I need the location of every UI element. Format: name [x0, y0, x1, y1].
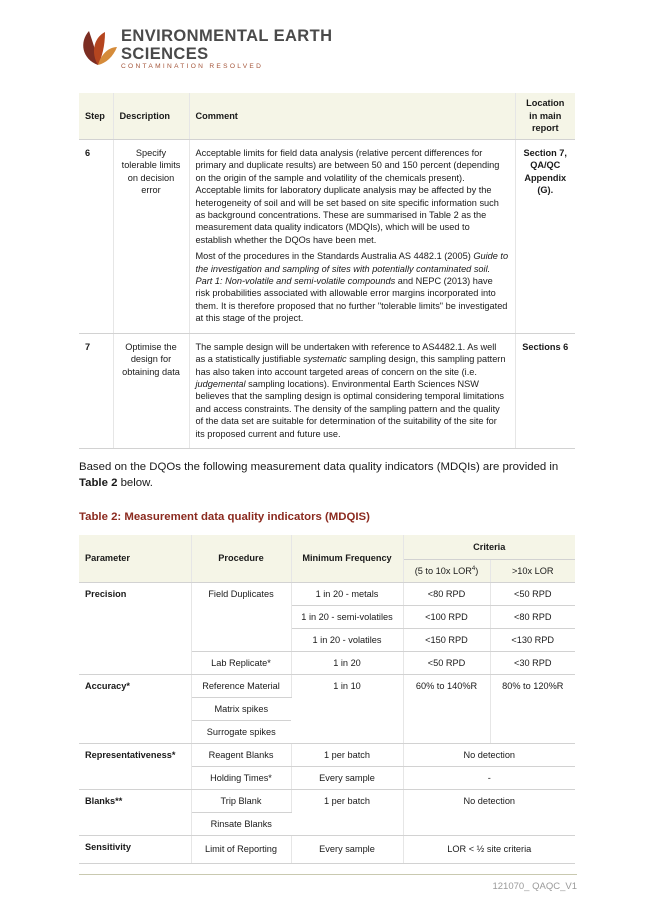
- criteria-low-cell: <50 RPD: [403, 652, 490, 675]
- param-sensitivity: Sensitivity: [79, 836, 191, 864]
- criteria-cell: LOR < ½ site criteria: [403, 836, 575, 864]
- dqo-steps-table: [79, 93, 575, 449]
- comment-paragraph: Most of the procedures in the Standards Australia AS 4482.1 (2005) Guide to the investigation and sampling of sites with potentially contaminated soil. Part 1: Non-volatile and semi-volatile compounds and NEPC (2013) have risk probabilities associated with allowable error margins incorporated into them. It is therefore proposed that no further "tolerable limits" be investigated at this stage of the project.: [195, 251, 509, 324]
- procedure-cell: Lab Replicate*: [191, 652, 291, 675]
- table-row: [79, 744, 575, 767]
- footer-document-ref: 121070_ QAQC_V1: [492, 881, 577, 892]
- param-blanks: Blanks**: [79, 790, 191, 836]
- frequency-cell: 1 in 20 - volatiles: [291, 629, 403, 652]
- criteria-low-cell: <80 RPD: [403, 583, 490, 606]
- logo-line-2: SCIENCES: [121, 44, 209, 63]
- criteria-low-cell: <100 RPD: [403, 606, 490, 629]
- table-row: [79, 836, 575, 864]
- table-header-row: [79, 535, 575, 560]
- step-description: Optimise the design for obtaining data: [113, 333, 189, 448]
- header-criteria-low: (5 to 10x LOR$^4$): [403, 560, 490, 583]
- table-header-row: [79, 93, 575, 140]
- criteria-high-cell: <80 RPD: [490, 606, 575, 629]
- header-description: Description: [113, 93, 189, 140]
- logo-tagline: CONTAMINATION RESOLVED: [121, 63, 264, 70]
- step-location: Sections 6: [515, 333, 575, 448]
- header-criteria: Criteria: [403, 535, 575, 560]
- table-row: [79, 790, 575, 813]
- frequency-cell: Every sample: [291, 767, 403, 790]
- criteria-low-cell: <150 RPD: [403, 629, 490, 652]
- step-comment: [189, 333, 515, 448]
- criteria-cell: No detection: [403, 790, 575, 836]
- step-description: Specify tolerable limits on decision error: [113, 140, 189, 334]
- comment-paragraph: Acceptable limits for field data analysis (relative percent differences for primary and duplicate results) are between 50 and 150 percent (depending on the origin of the sample and volatility of the chemicals present). Acceptable limits for laboratory duplicate analysis may be affected by the heterogeneity of soil and will be set based on site specific information such as background concentrations. These are summarised in Table 2 as the measurement data quality indicators (MDQIs), which will be used to establish whether the DQOs have been met.: [195, 148, 500, 245]
- procedure-cell: Rinsate Blanks: [191, 813, 291, 836]
- procedure-cell: Trip Blank: [191, 790, 291, 813]
- frequency-cell: 1 per batch: [291, 790, 403, 836]
- criteria-cell: No detection: [403, 744, 575, 767]
- procedure-cell: Matrix spikes: [191, 698, 291, 721]
- header-criteria-high: >10x LOR: [490, 560, 575, 583]
- criteria-high-cell: <30 RPD: [490, 652, 575, 675]
- header-frequency: Minimum Frequency: [291, 535, 403, 583]
- frequency-cell: 1 in 10: [291, 675, 403, 744]
- param-representativeness: Representativeness*: [79, 744, 191, 790]
- param-precision: Precision: [79, 583, 191, 675]
- step-number: 7: [79, 333, 113, 448]
- criteria-high-cell: <50 RPD: [490, 583, 575, 606]
- company-logo: [78, 28, 332, 72]
- procedure-cell: Field Duplicates: [191, 583, 291, 652]
- step-comment: [189, 140, 515, 334]
- table-row: [79, 333, 575, 448]
- frequency-cell: 1 per batch: [291, 744, 403, 767]
- criteria-low-cell: 60% to 140%R: [403, 675, 490, 744]
- logo-line-1: ENVIRONMENTAL EARTH: [121, 27, 333, 45]
- leaf-logo-icon: [78, 28, 118, 68]
- step-number: 6: [79, 140, 113, 334]
- procedure-cell: Reagent Blanks: [191, 744, 291, 767]
- criteria-high-cell: <130 RPD: [490, 629, 575, 652]
- procedure-cell: Reference Material: [191, 675, 291, 698]
- table2-title: Table 2: Measurement data quality indicators (MDQIS): [79, 511, 370, 523]
- header-parameter: Parameter: [79, 535, 191, 583]
- header-procedure: Procedure: [191, 535, 291, 583]
- frequency-cell: 1 in 20 - semi-volatiles: [291, 606, 403, 629]
- mdqi-table: [79, 535, 575, 864]
- footer-divider: [79, 874, 577, 875]
- table-row: [79, 583, 575, 606]
- table-row: [79, 675, 575, 698]
- procedure-cell: Surrogate spikes: [191, 721, 291, 744]
- frequency-cell: 1 in 20: [291, 652, 403, 675]
- frequency-cell: 1 in 20 - metals: [291, 583, 403, 606]
- body-paragraph: Based on the DQOs the following measurement data quality indicators (MDQIs) are provided in Table 2 below.: [79, 461, 559, 489]
- criteria-cell: -: [403, 767, 575, 790]
- table-row: [79, 140, 575, 334]
- comment-paragraph: The sample design will be undertaken with reference to AS4482.1. As well as a statistically justifiable systematic sampling design, this sampling pattern has also taken into account targeted areas of concern on the site (i.e. judgemental sampling locations). Environmental Earth Sciences NSW believes that the sampling design is optimal considering temporal limitations and access constraints. The density of the sampling pattern and the quality of the data set are suitable for determination of the suitability of the site for its proposed current and future use.: [195, 341, 506, 439]
- header-location: Location in main report: [515, 93, 575, 140]
- frequency-cell: Every sample: [291, 836, 403, 864]
- procedure-cell: Limit of Reporting: [191, 836, 291, 864]
- step-location: Section 7, QA/QC Appendix (G).: [515, 140, 575, 334]
- header-step: Step: [79, 93, 113, 140]
- procedure-cell: Holding Times*: [191, 767, 291, 790]
- header-comment: Comment: [189, 93, 515, 140]
- criteria-high-cell: 80% to 120%R: [490, 675, 575, 744]
- param-accuracy: Accuracy*: [79, 675, 191, 744]
